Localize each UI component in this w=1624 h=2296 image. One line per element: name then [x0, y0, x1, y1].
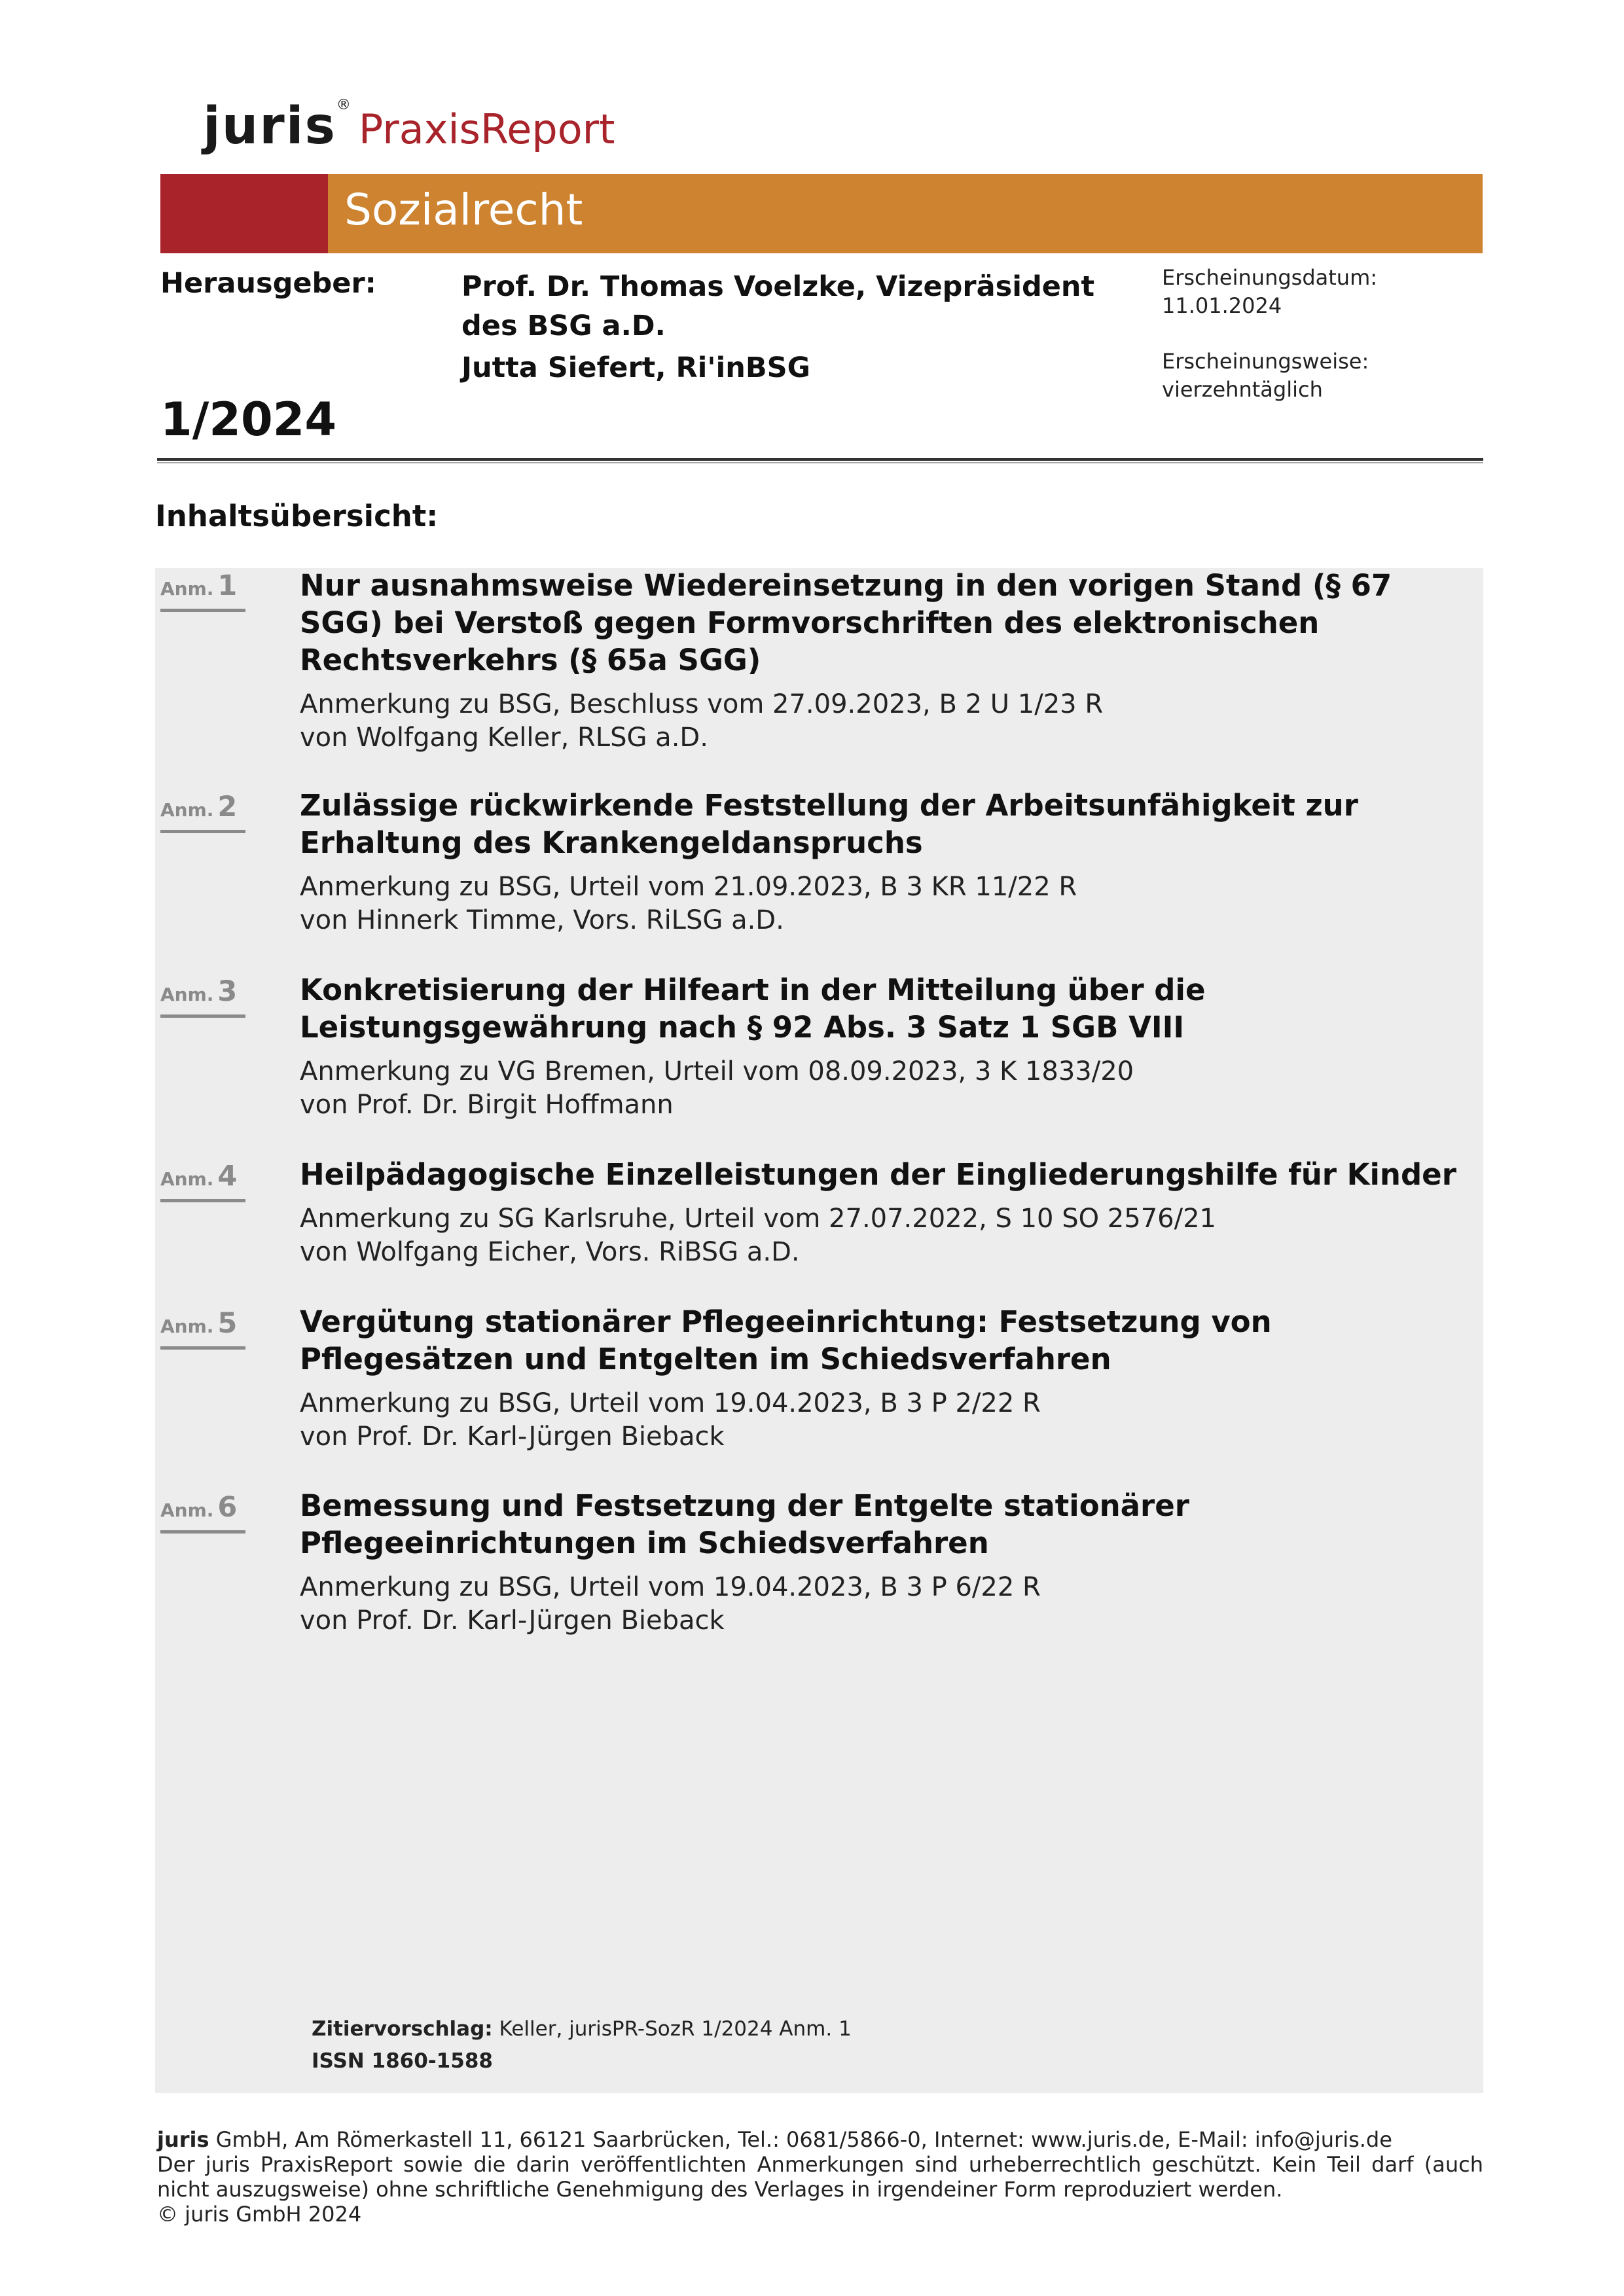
citation-text: Keller, jurisPR-SozR 1/2024 Anm. 1 — [499, 2017, 852, 2041]
entry-author: von Prof. Dr. Birgit Hoffmann — [300, 1090, 674, 1120]
editor-2: Jutta Siefert, Ri'inBSG — [461, 351, 810, 384]
anm-prefix: Anm. — [160, 984, 214, 1005]
entry-title[interactable]: Vergütung stationärer Pflegeeinrichtung: Festsetzung von Pflegesätzen und Entgelten im Schiedsverfahren — [300, 1304, 1272, 1376]
entry-note: Anmerkung zu BSG, Urteil vom 19.04.2023, B 3 P 2/22 R — [300, 1388, 1041, 1418]
entry-note: Anmerkung zu VG Bremen, Urteil vom 08.09.2023, 3 K 1833/20 — [300, 1056, 1134, 1086]
footer-copyright-notice: Der juris PraxisReport sowie die darin veröffentlichten Anmerkungen sind urheberrechtlich geschützt. Kein Teil darf (auch nicht auszugsweise) ohne schriftliche Genehmigung des Verlages in irgendeiner Form reproduziert werden. — [157, 2152, 1483, 2202]
toc-entry-1[interactable] — [300, 567, 1471, 755]
entry-author: von Prof. Dr. Karl-Jürgen Bieback — [300, 1422, 725, 1452]
editor-1: Prof. Dr. Thomas Voelzke, Vizepräsident des BSG a.D. — [461, 270, 1095, 342]
anm-prefix: Anm. — [160, 799, 214, 821]
anm-number: 5 — [217, 1307, 238, 1340]
entry-author: von Wolfgang Keller, RLSG a.D. — [300, 723, 708, 753]
frequency-label: Erscheinungsweise: — [1162, 349, 1369, 374]
entry-note: Anmerkung zu BSG, Beschluss vom 27.09.2023, B 2 U 1/23 R — [300, 689, 1104, 719]
logo-registered-mark: ® — [336, 97, 351, 113]
citation-label: Zitiervorschlag: — [312, 2017, 493, 2041]
entry-note: Anmerkung zu BSG, Urteil vom 19.04.2023, B 3 P 6/22 R — [300, 1572, 1041, 1602]
entry-author: von Wolfgang Eicher, Vors. RiBSG a.D. — [300, 1237, 800, 1267]
anm-prefix: Anm. — [160, 1168, 214, 1190]
entry-author: von Hinnerk Timme, Vors. RiLSG a.D. — [300, 905, 784, 935]
date-value: 11.01.2024 — [1162, 293, 1282, 318]
footer-address: GmbH, Am Römerkastell 11, 66121 Saarbrücken, Tel.: 0681/5866-0, Internet: www.juris.de, E-Mail: info@juris.de — [215, 2127, 1392, 2152]
logo-brand: juris — [203, 97, 336, 156]
footer-copyright: © juris GmbH 2024 — [157, 2202, 362, 2227]
footer — [157, 2127, 1483, 2227]
footer-brand: juris — [157, 2127, 209, 2152]
anm-number: 4 — [217, 1160, 238, 1193]
anm-prefix: Anm. — [160, 1316, 214, 1337]
toc-entry-4[interactable] — [300, 1156, 1471, 1269]
anm-label-1[interactable] — [160, 569, 245, 612]
entry-title[interactable]: Zulässige rückwirkende Feststellung der Arbeitsunfähigkeit zur Erhaltung des Krankengeldanspruchs — [300, 788, 1358, 860]
logo-product: PraxisReport — [358, 105, 615, 153]
anm-label-5[interactable] — [160, 1307, 245, 1350]
entry-title[interactable]: Heilpädagogische Einzelleistungen der Eingliederungshilfe für Kinder — [300, 1157, 1456, 1192]
citation — [312, 2017, 852, 2041]
anm-prefix: Anm. — [160, 578, 214, 600]
anm-number: 1 — [217, 569, 238, 602]
entry-author: von Prof. Dr. Karl-Jürgen Bieback — [300, 1605, 725, 1636]
anm-prefix: Anm. — [160, 1499, 214, 1521]
issn: ISSN 1860-1588 — [312, 2049, 493, 2073]
toc-title: Inhaltsübersicht: — [155, 499, 439, 533]
header-divider-shadow — [157, 462, 1483, 463]
anm-label-4[interactable] — [160, 1160, 245, 1202]
anm-number: 2 — [217, 791, 238, 823]
brand-logo — [203, 97, 615, 162]
publisher-label: Herausgeber: — [160, 267, 376, 300]
entry-note: Anmerkung zu SG Karlsruhe, Urteil vom 27.07.2022, S 10 SO 2576/21 — [300, 1204, 1216, 1234]
entry-title[interactable]: Nur ausnahmsweise Wiedereinsetzung in den vorigen Stand (§ 67 SGG) bei Verstoß gegen Formvorschriften des elektronischen Rechtsverkehrs (§ 65a SGG) — [300, 568, 1392, 677]
footer-address-line — [157, 2127, 1483, 2152]
date-label: Erscheinungsdatum: — [1162, 265, 1378, 290]
toc-entry-5[interactable] — [300, 1303, 1471, 1454]
anm-label-6[interactable] — [160, 1491, 245, 1534]
anm-number: 6 — [217, 1491, 238, 1524]
entry-note: Anmerkung zu BSG, Urteil vom 21.09.2023, B 3 KR 11/22 R — [300, 872, 1077, 902]
toc-entry-3[interactable] — [300, 971, 1471, 1122]
issue-number: 1/2024 — [160, 393, 337, 446]
banner-accent — [160, 174, 328, 253]
toc-entry-2[interactable] — [300, 787, 1471, 937]
anm-number: 3 — [217, 975, 238, 1008]
entry-title[interactable]: Konkretisierung der Hilfeart in der Mitteilung über die Leistungsgewährung nach § 92 Abs. 3 Satz 1 SGB VIII — [300, 973, 1206, 1045]
entry-title[interactable]: Bemessung und Festsetzung der Entgelte stationärer Pflegeeinrichtungen im Schiedsverfahren — [300, 1488, 1189, 1560]
anm-label-3[interactable] — [160, 975, 245, 1018]
header-divider — [157, 458, 1483, 461]
toc-entry-6[interactable] — [300, 1487, 1471, 1638]
anm-label-2[interactable] — [160, 791, 245, 833]
frequency-value: vierzehntäglich — [1162, 377, 1323, 402]
section-title: Sozialrecht — [344, 185, 583, 235]
